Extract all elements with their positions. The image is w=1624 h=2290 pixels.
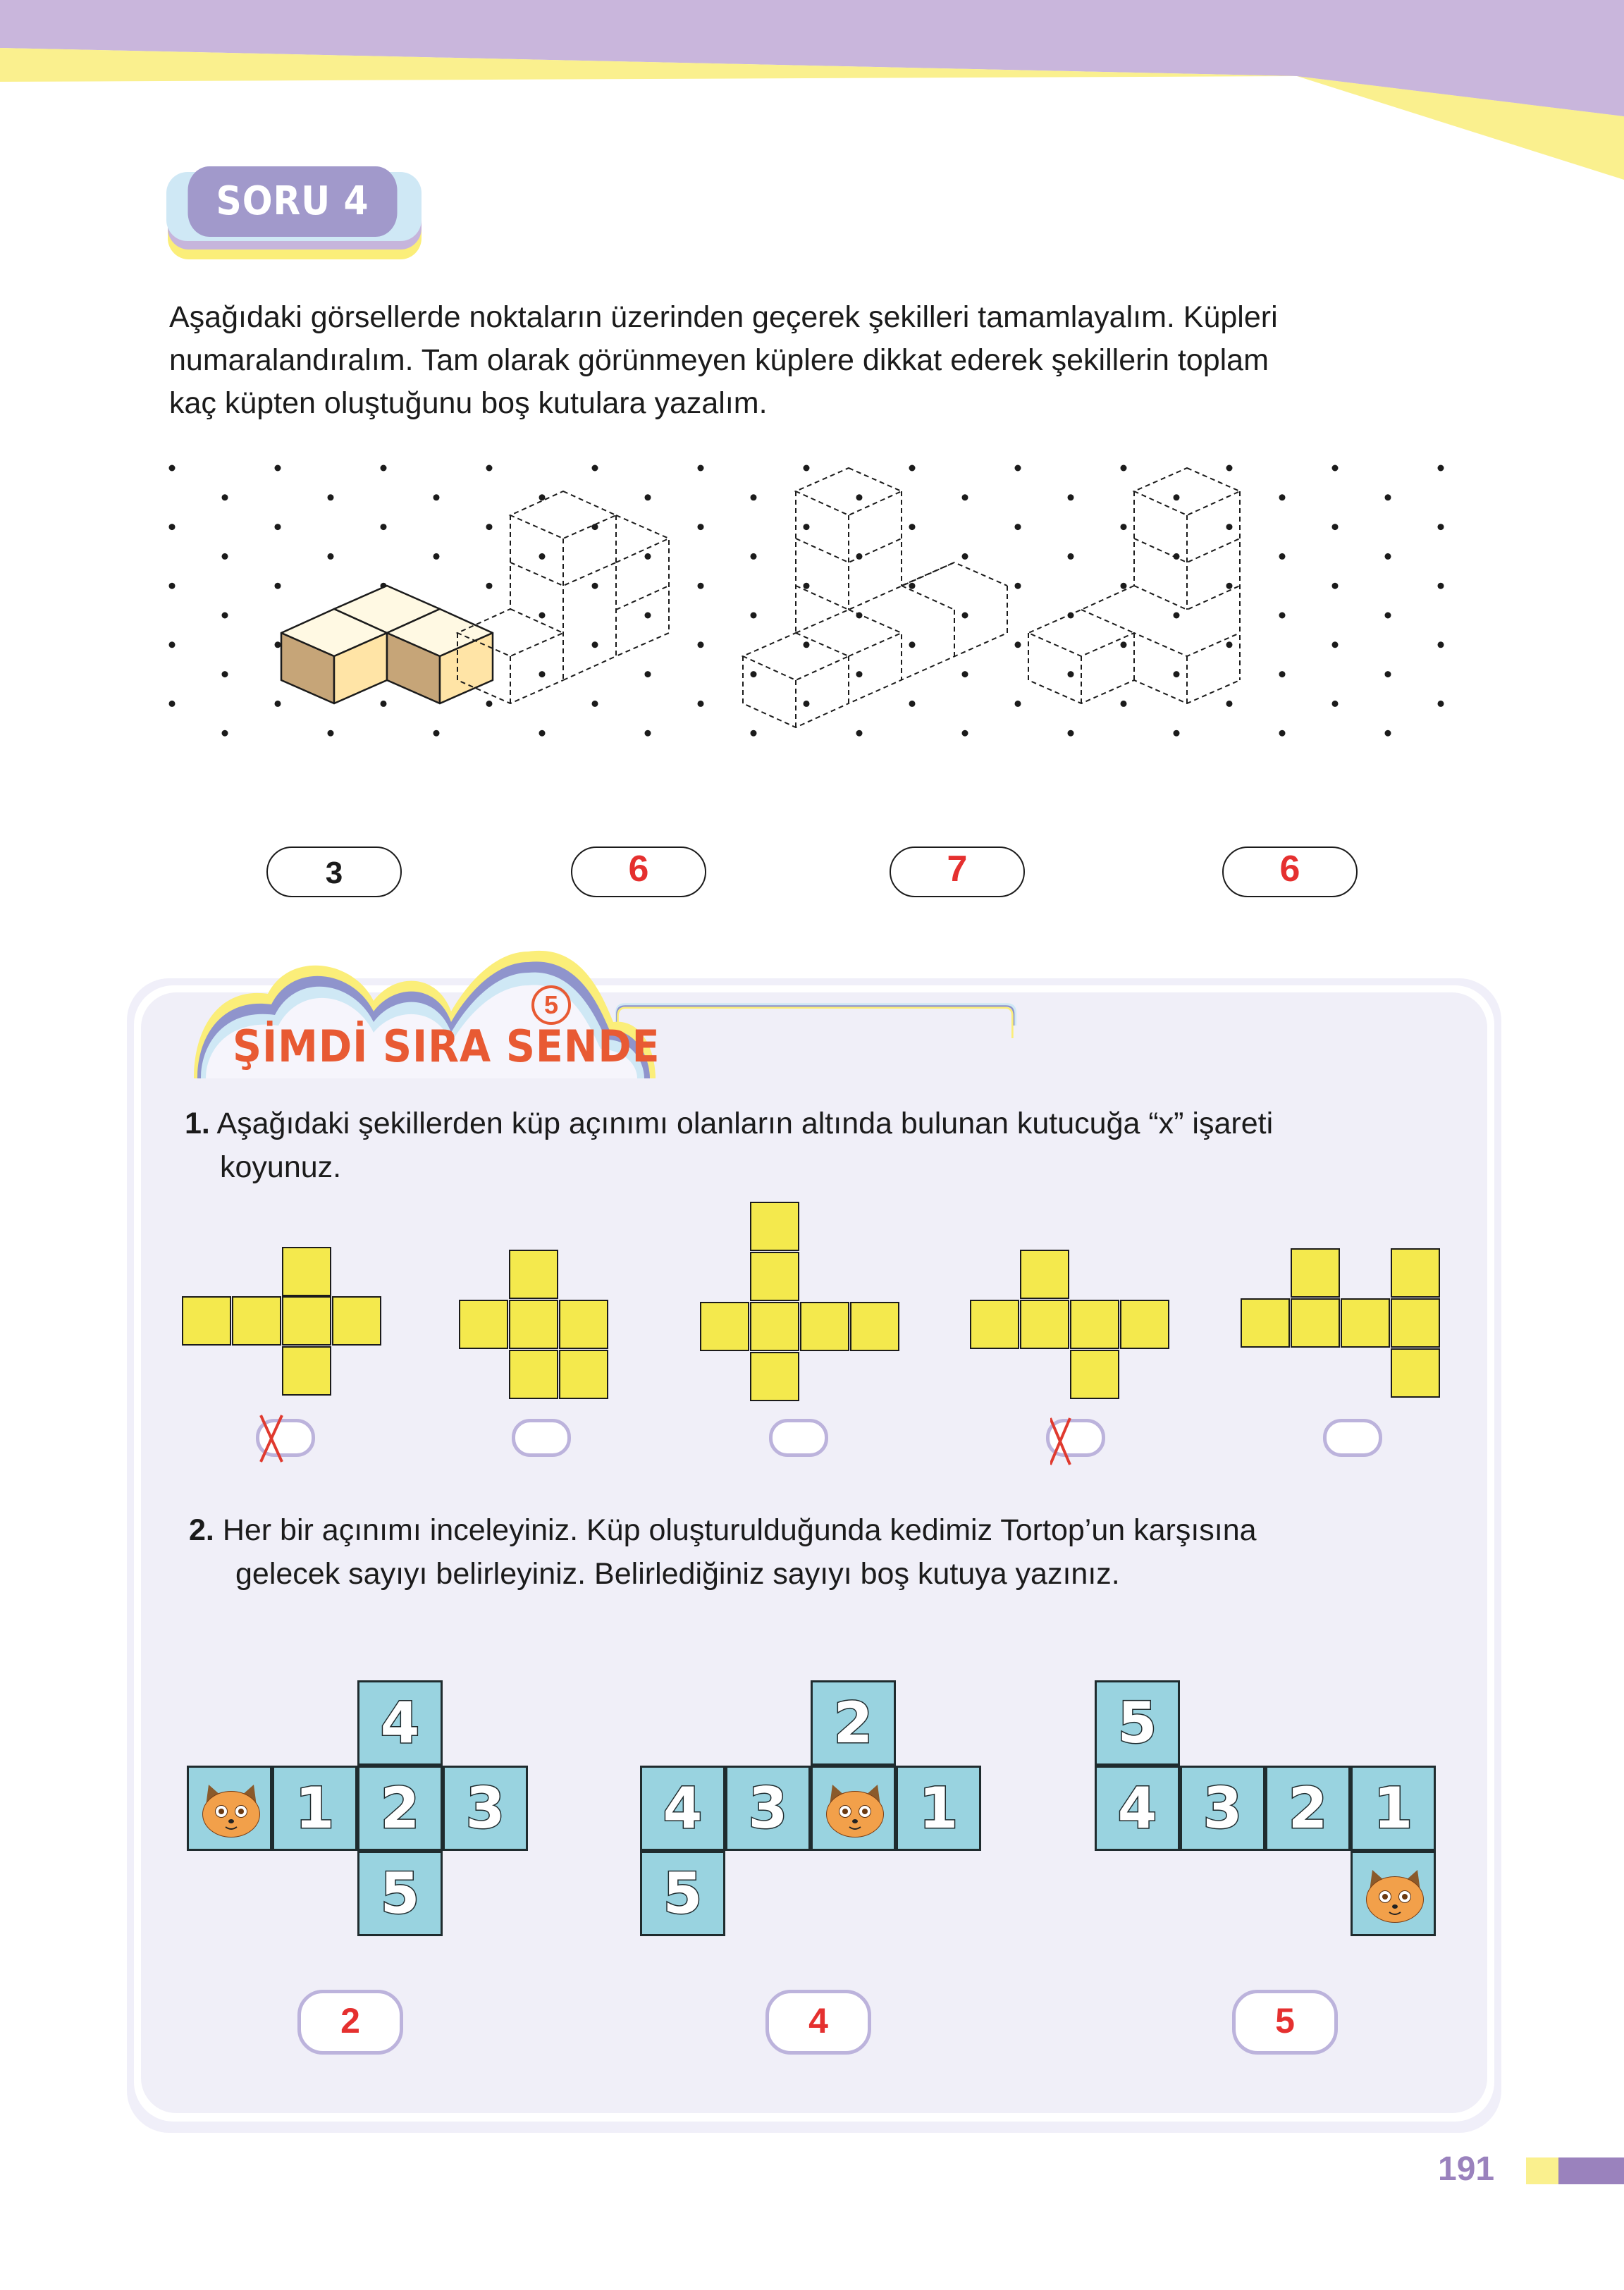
net-face: 5 [357,1851,443,1936]
net-3-checkbox[interactable] [769,1419,828,1457]
page-marker-purple [1558,2157,1624,2184]
page-number: 191 [1438,2150,1495,2188]
isometric-dot-grid [141,444,1480,825]
activity-title: ŞİMDİ SIRA SENDE [233,1021,660,1072]
header-decoration [0,0,1624,190]
net-face: 5 [640,1851,725,1936]
question-2-line1: Her bir açınımı inceleyiniz. Küp oluşturulduğunda kedimiz Tortop’un karşısına [222,1513,1257,1547]
instruction-line: numaralandıralım. Tam olarak görünmeyen küplere dikkat ederek şekillerin toplam [169,343,1269,377]
cat-face-icon [195,1778,268,1841]
question-badge [164,164,424,262]
answer-box-figure-4[interactable]: 6 [1222,847,1358,897]
cat-face-cell [187,1766,272,1851]
answer-box-figure-3[interactable]: 7 [890,847,1025,897]
net-face: 3 [1180,1766,1265,1851]
net-face: 3 [725,1766,811,1851]
answer-box-net-2[interactable]: 4 [765,1990,871,2055]
figure-3-dashed-cubes [743,468,1007,727]
net-face: 4 [640,1766,725,1851]
question-1-line2: koyunuz. [220,1150,342,1184]
net-face: 3 [443,1766,528,1851]
instruction-line: kaç küpten oluştuğunu boş kutulara yazalım. [169,386,768,420]
soru-instructions [169,296,1466,425]
question-2-number: 2. [189,1513,214,1547]
cat-face-cell [1351,1851,1436,1936]
cat-face-cell [811,1766,896,1851]
net-face: 2 [357,1766,443,1851]
net-face: 1 [272,1766,357,1851]
answer-box-figure-2[interactable]: 6 [571,847,706,897]
question-2-line2: gelecek sayıyı belirleyiniz. Belirlediğiniz sayıyı boş kutuya yazınız. [235,1557,1120,1591]
x-mark-icon [254,1414,317,1463]
net-face: 5 [1095,1680,1180,1766]
instruction-line: Aşağıdaki görsellerde noktaların üzerinden geçerek şekilleri tamamlayalım. Küpleri [169,300,1278,334]
net-face: 1 [896,1766,981,1851]
question-1-number: 1. [185,1107,210,1140]
page-marker-yellow [1526,2157,1558,2184]
figure-1-solid-cubes [281,586,493,703]
activity-number-badge: 5 [531,985,571,1025]
question-badge-label: SORU 4 [188,166,398,237]
cat-face-icon [818,1778,892,1841]
answer-box-net-1[interactable]: 2 [297,1990,403,2055]
net-face: 4 [1095,1766,1180,1851]
net-face: 4 [357,1680,443,1766]
net-face: 2 [1265,1766,1351,1851]
net-2-checkbox[interactable] [512,1419,571,1457]
cat-face-icon [1358,1863,1432,1926]
question-2-text [189,1508,1458,1596]
x-mark-icon [1050,1417,1114,1466]
question-1-text [185,1102,1453,1189]
net-face: 2 [811,1680,896,1766]
question-1-line1: Aşağıdaki şekillerden küp açınımı olanların altında bulunan kutucuğa “x” işareti [216,1107,1274,1140]
figure-4-dashed-cubes [1028,468,1240,703]
answer-box-figure-1[interactable]: 3 [266,847,402,897]
net-5-checkbox[interactable] [1323,1419,1382,1457]
net-face: 1 [1351,1766,1436,1851]
answer-box-net-3[interactable]: 5 [1232,1990,1338,2055]
